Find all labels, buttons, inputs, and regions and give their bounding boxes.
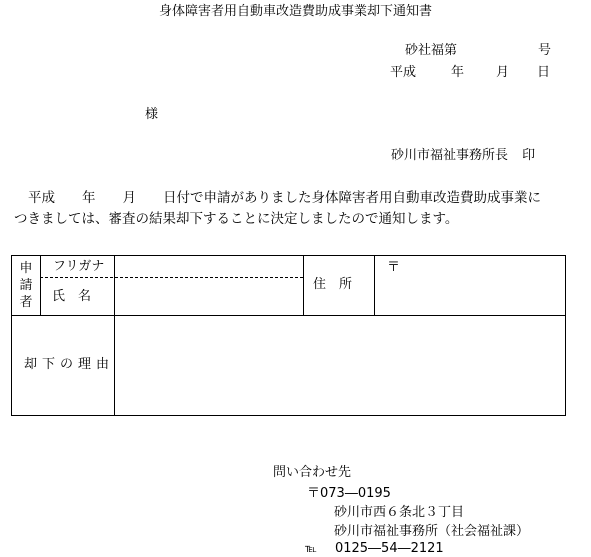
name-label: 氏 名: [52, 289, 92, 304]
issuer-name: 砂川市福祉事務所長: [391, 148, 509, 163]
document-number: [405, 43, 552, 59]
contact-address: 砂川市西６条北３丁目: [334, 505, 465, 520]
furigana-divider: [40, 277, 303, 278]
notice-body-line-1: 平成 年 月 日付で申請がありました身体障害者用自動車改造費助成事業に: [28, 190, 541, 206]
applicant-form-table: [11, 255, 566, 416]
applicant-label-char: 者: [19, 295, 33, 310]
document-number-prefix: 砂社福第: [405, 43, 458, 58]
divider: [40, 256, 41, 315]
furigana-field[interactable]: [118, 259, 298, 275]
reject-reason-label: 却下の理由: [24, 357, 115, 372]
contact-office: 砂川市福祉事務所（社会福祉課）: [334, 524, 530, 539]
contact-tel-number: 0125―54―2121: [334, 541, 444, 556]
contact-heading: 問い合わせ先: [273, 465, 352, 480]
date-era: 平成: [390, 65, 417, 80]
applicant-label: [16, 260, 36, 311]
divider: [12, 315, 565, 316]
date-day: 日: [537, 65, 551, 80]
date-month: 月: [496, 65, 510, 80]
document-title: 身体障害者用自動車改造費助成事業却下通知書: [158, 4, 432, 19]
issue-date: [390, 65, 560, 81]
contact-tel: [305, 541, 444, 557]
issuer-seal: 印: [522, 148, 536, 163]
notice-body-line-2: つきましては、審査の結果却下することに決定しましたので通知します。: [14, 211, 459, 227]
divider: [374, 256, 375, 315]
divider: [303, 256, 304, 315]
furigana-label: フリガナ: [53, 259, 105, 274]
issuer: [391, 148, 535, 164]
address-field[interactable]: [404, 260, 560, 310]
divider: [114, 256, 115, 415]
date-year: 年: [451, 65, 465, 80]
reject-reason-field[interactable]: [118, 320, 558, 410]
name-field[interactable]: [118, 288, 298, 308]
tel-icon: ℡: [305, 542, 317, 555]
address-label: 住 所: [313, 277, 353, 292]
document-number-suffix: 号: [538, 43, 552, 58]
contact-postal: 〒073―0195: [307, 486, 391, 501]
postal-mark: 〒: [387, 260, 401, 275]
recipient-honorific: 様: [145, 107, 159, 122]
applicant-label-char: 申: [19, 261, 33, 276]
applicant-label-char: 請: [19, 278, 33, 293]
